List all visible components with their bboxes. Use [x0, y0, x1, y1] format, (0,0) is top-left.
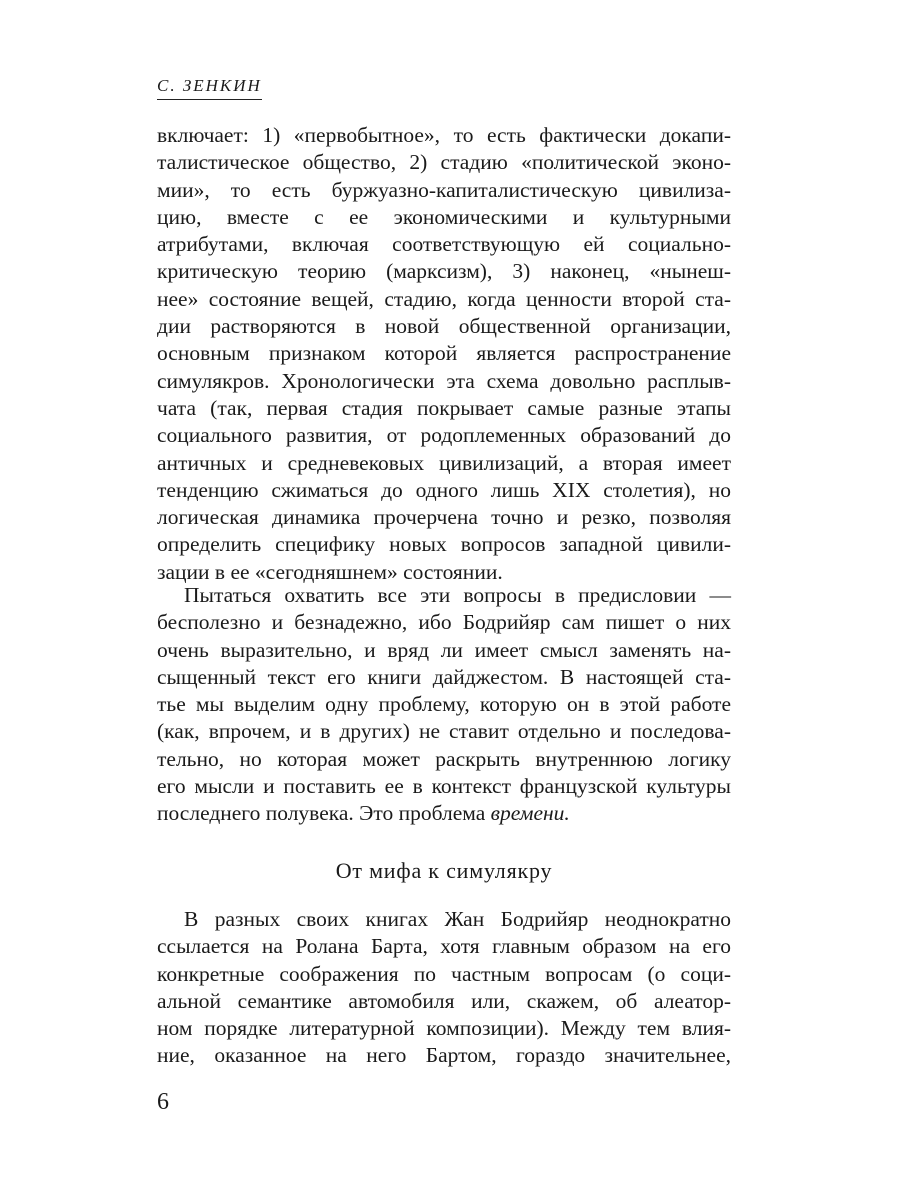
text-line: талистическое общество, 2) стадию «политической эконо-	[157, 150, 731, 175]
text-line: нее» состояние вещей, стадию, когда ценности второй ста-	[157, 286, 731, 311]
text-line: конкретные соображения по частным вопросам (о соци-	[157, 961, 731, 986]
text-line: (как, впрочем, и в других) не ставит отдельно и последова-	[157, 719, 731, 744]
text-line: ние, оказанное на него Бартом, гораздо значительнее,	[157, 1043, 731, 1068]
text-line: В разных своих книгах Жан Бодрийяр неоднократно	[184, 907, 731, 931]
text-line: тенденцию сжиматься до одного лишь XIX столетия), но	[157, 477, 731, 502]
text-line: античных и средневековых цивилизаций, а вторая имеет	[157, 450, 731, 475]
text-line: чата (так, первая стадия покрывает самые разные этапы	[157, 395, 731, 420]
text-line: ном порядке литературной композиции). Между тем влия-	[157, 1016, 731, 1041]
text-line: Пытаться охватить все эти вопросы в предисловии —	[184, 583, 731, 607]
text-line: его мысли и поставить ее в контекст французской культуры	[157, 774, 731, 799]
text-line: дии растворяются в новой общественной организации,	[157, 314, 731, 339]
text-line: очень выразительно, и вряд ли имеет смысл заменять на-	[157, 637, 731, 662]
text-line: цию, вместе с ее экономическими и культурными	[157, 204, 731, 229]
paragraph-2	[157, 582, 731, 828]
text-line: бесполезно и безнадежно, ибо Бодрийяр сам пишет о них	[157, 610, 731, 635]
text-line: сыщенный текст его книги дайджестом. В настоящей ста-	[157, 664, 731, 689]
text-line: альной семантике автомобиля или, скажем, об алеатор-	[157, 988, 731, 1013]
paragraph-1	[157, 122, 731, 586]
text-line: основным признаком которой является распространение	[157, 341, 731, 366]
text-line: мии», то есть буржуазно-капиталистическую цивилиза-	[157, 177, 731, 202]
text-line: определить специфику новых вопросов западной цивили-	[157, 532, 731, 557]
page-number: 6	[157, 1089, 169, 1115]
text-line-last	[157, 800, 731, 827]
emphasis-time: времени.	[490, 801, 570, 826]
text-line: ссылается на Ролана Барта, хотя главным образом на его	[157, 934, 731, 959]
section-heading: От мифа к симулякру	[335, 858, 553, 883]
paragraph-3	[157, 906, 731, 1070]
text-line: логическая динамика прочерчена точно и резко, позволяя	[157, 505, 731, 530]
text-line: социального развития, от родоплеменных образований до	[157, 423, 731, 448]
text-line: критическую теорию (марксизм), 3) наконец, «нынеш-	[157, 259, 731, 284]
text-line: тье мы выделим одну проблему, которую он в этой работе	[157, 692, 731, 717]
text-run: последнего полувека. Это проблема	[157, 801, 491, 826]
text-line: симулякров. Хронологически эта схема довольно расплыв-	[157, 368, 731, 393]
running-head: С. ЗЕНКИН	[157, 76, 262, 100]
text-line: включает: 1) «первобытное», то есть фактически докапи-	[157, 123, 731, 147]
text-line: зации в ее «сегодняшнем» состоянии.	[157, 559, 503, 584]
text-line: тельно, но которая может раскрыть внутреннюю логику	[157, 746, 731, 771]
text-line: атрибутами, включая соответствующую ей социально-	[157, 232, 731, 257]
